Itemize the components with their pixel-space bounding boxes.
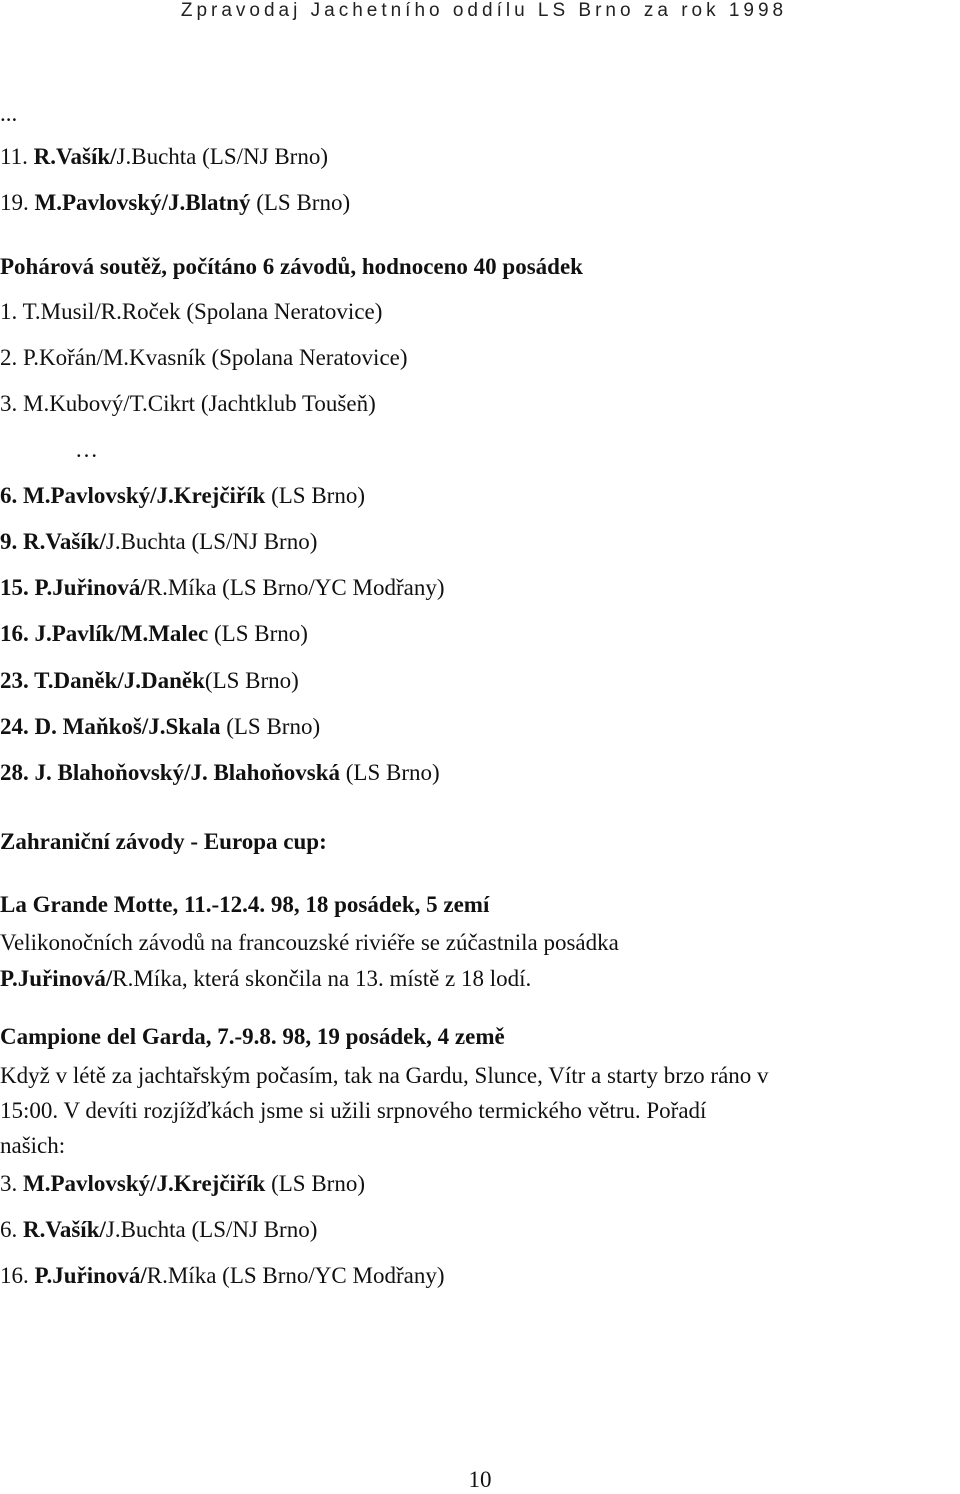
- cup-result-row: 9. R.Vašík/J.Buchta (LS/NJ Brno): [0, 529, 318, 554]
- event-result-row: 3. M.Pavlovský/J.Krejčiřík (LS Brno): [0, 1171, 365, 1196]
- cup-heading: Pohárová soutěž, počítáno 6 závodů, hodnoceno 40 posádek: [0, 254, 583, 279]
- event-result-row: 6. R.Vašík/J.Buchta (LS/NJ Brno): [0, 1217, 318, 1242]
- event-title: La Grande Motte, 11.-12.4. 98, 18 posádek, 5 zemí: [0, 892, 490, 917]
- cup-result-row: 15. P.Juřinová/R.Míka (LS Brno/YC Modřany): [0, 575, 445, 600]
- cup-result-row: 6. M.Pavlovský/J.Krejčiřík (LS Brno): [0, 483, 365, 508]
- event-text: Když v létě za jachtařským počasím, tak na Gardu, Slunce, Vítr a starty brzo ráno v: [0, 1063, 769, 1088]
- cup-result-row: 24. D. Maňkoš/J.Skala (LS Brno): [0, 714, 321, 739]
- event-result-row: 16. P.Juřinová/R.Míka (LS Brno/YC Modřany): [0, 1263, 445, 1288]
- cup-result-row: 16. J.Pavlík/M.Malec (LS Brno): [0, 621, 308, 646]
- ellipsis: ...: [0, 101, 18, 126]
- cup-top-result: 2. P.Kořán/M.Kvasník (Spolana Neratovice): [0, 345, 408, 370]
- event-text: Velikonočních závodů na francouzské riviéře se zúčastnila posádka: [0, 930, 619, 955]
- event-text: 15:00. V devíti rozjížďkách jsme si užili srpnového termického větru. Pořadí: [0, 1098, 707, 1123]
- result-row: 11. R.Vašík/J.Buchta (LS/NJ Brno): [0, 144, 329, 169]
- cup-top-result: 1. T.Musil/R.Roček (Spolana Neratovice): [0, 299, 383, 324]
- event-text: P.Juřinová/R.Míka, která skončila na 13. místě z 18 lodí.: [0, 966, 532, 991]
- cup-result-row: 23. T.Daněk/J.Daněk(LS Brno): [0, 668, 299, 693]
- event-text: našich:: [0, 1133, 66, 1158]
- page-number: 10: [468, 1467, 492, 1492]
- foreign-heading: Zahraniční závody - Europa cup:: [0, 829, 327, 854]
- cup-result-row: 28. J. Blahoňovský/J. Blahoňovská (LS Brno): [0, 760, 440, 785]
- cup-top-result: 3. M.Kubový/T.Cikrt (Jachtklub Toušeň): [0, 391, 376, 416]
- page-header: Zpravodaj Jachetního oddílu LS Brno za rok 1998: [180, 0, 788, 21]
- result-row: 19. M.Pavlovský/J.Blatný (LS Brno): [0, 190, 351, 215]
- ellipsis: …: [75, 437, 98, 462]
- event-title: Campione del Garda, 7.-9.8. 98, 19 posádek, 4 země: [0, 1024, 505, 1049]
